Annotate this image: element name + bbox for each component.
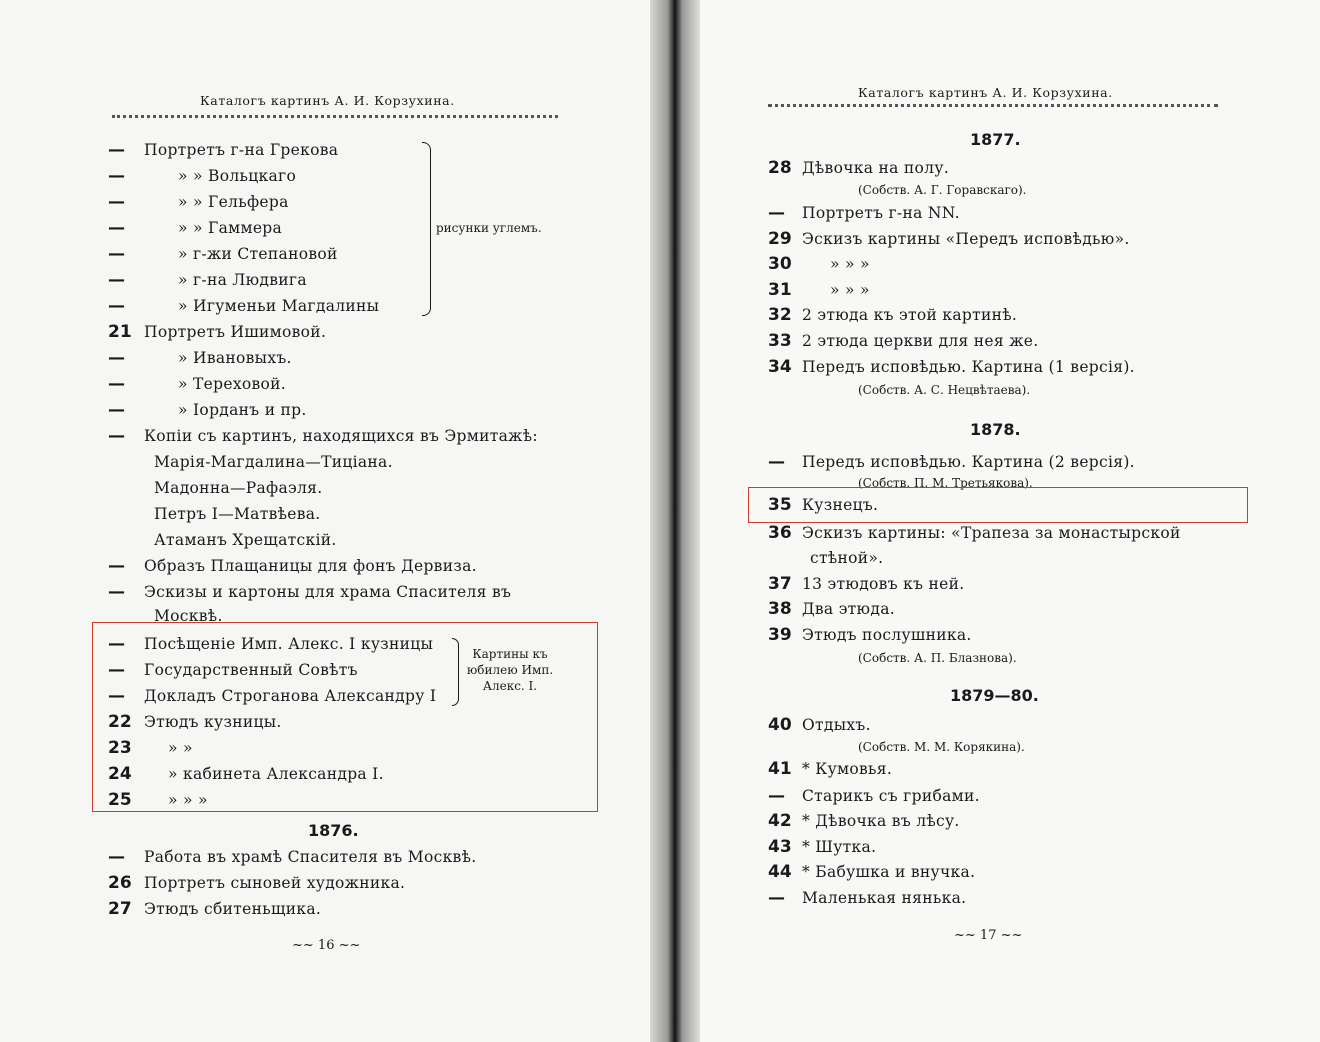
- entry-number: —: [768, 452, 785, 472]
- entry-number: 43: [768, 837, 792, 857]
- brace-note-charcoal: рисунки углемъ.: [436, 221, 542, 235]
- left-running-head: Каталогъ картинъ А. И. Корзухина.: [200, 93, 455, 108]
- entry-number: —: [108, 556, 125, 576]
- entry-text: » » »: [830, 281, 870, 299]
- entry-text: Передъ исповѣдью. Картина (2 версія).: [802, 453, 1135, 471]
- entry-text: » » Вольцкаго: [178, 167, 297, 185]
- entry-text: Отдыхъ.: [802, 716, 871, 734]
- entry-text: » г-жи Степановой: [178, 245, 338, 263]
- entry-text: Портретъ Ишимовой.: [144, 323, 327, 341]
- entry-number: —: [108, 847, 125, 867]
- entry-text: Этюдъ послушника.: [802, 626, 972, 644]
- entry-text: » Тереховой.: [178, 375, 287, 393]
- brace-jubilee: [452, 638, 459, 706]
- entry-number: —: [108, 296, 125, 316]
- entry-text: » » Гаммера: [178, 219, 283, 237]
- entry-text: Два этюда.: [802, 600, 895, 618]
- entry-number: 37: [768, 574, 792, 594]
- entry-number: 40: [768, 715, 792, 735]
- entry-number: —: [108, 270, 125, 290]
- entry-text: Работа въ храмѣ Спасителя въ Москвѣ.: [144, 848, 477, 866]
- entry-number: 26: [108, 873, 132, 893]
- entry-number: —: [108, 192, 125, 212]
- entry-number: —: [108, 400, 125, 420]
- entry-number: —: [768, 203, 785, 223]
- entry-number: 30: [768, 254, 792, 274]
- year-heading-1876: 1876.: [308, 821, 359, 840]
- entry-number: —: [768, 786, 785, 806]
- entry-text: Посѣщеніе Имп. Алекс. I кузницы: [144, 635, 434, 653]
- entry-number: —: [108, 660, 125, 680]
- owner-note: (Собств. А. Г. Горавскаго).: [858, 183, 1027, 197]
- entry-text: Копiи съ картинъ, находящихся въ Эрмитажѣ:: [144, 427, 538, 445]
- entry-text: » » »: [168, 791, 208, 809]
- brace-note-line: Картины къ: [472, 647, 548, 661]
- entry-text: 13 этюдовъ къ ней.: [802, 575, 965, 593]
- brace-note-line: юбилею Имп.: [466, 663, 554, 677]
- entry-text: Дѣвочка на полу.: [802, 159, 949, 177]
- left-page-number: ~~ 16 ~~: [292, 938, 361, 953]
- entry-text: » » Гельфера: [178, 193, 289, 211]
- owner-note: (Собств. А. С. Нецвѣтаева).: [858, 383, 1031, 397]
- entry-number: 38: [768, 599, 792, 619]
- entry-text: Москвѣ.: [154, 607, 223, 625]
- entry-number: —: [108, 140, 125, 160]
- entry-number: 21: [108, 322, 132, 342]
- entry-text: * Дѣвочка въ лѣсу.: [802, 812, 960, 830]
- entry-number: —: [768, 888, 785, 908]
- entry-text: Эскизы и картоны для храма Спасителя въ: [144, 583, 512, 601]
- entry-text: Образъ Плащаницы для фонъ Дервиза.: [144, 557, 477, 575]
- entry-number: 44: [768, 862, 792, 882]
- left-header-rule: [112, 115, 558, 118]
- entry-text: Этюдъ кузницы.: [144, 713, 282, 731]
- entry-text: Марія-Магдалина—Тиціана.: [154, 453, 393, 471]
- entry-text: Старикъ съ грибами.: [802, 787, 980, 805]
- entry-number: 27: [108, 899, 132, 919]
- entry-number: —: [108, 218, 125, 238]
- right-page-number: ~~ 17 ~~: [954, 928, 1023, 943]
- entry-number: —: [108, 244, 125, 264]
- entry-text: Докладъ Строганова Александру I: [144, 687, 437, 705]
- entry-number: 42: [768, 811, 792, 831]
- entry-number: 34: [768, 357, 792, 377]
- entry-text: 2 этюда къ этой картинѣ.: [802, 306, 1018, 324]
- entry-number: 39: [768, 625, 792, 645]
- entry-text: Государственный Совѣтъ: [144, 661, 358, 679]
- owner-note: (Собств. П. М. Третьякова).: [858, 476, 1033, 490]
- entry-number: 36: [768, 523, 792, 543]
- entry-text: стѣной».: [810, 549, 884, 567]
- year-heading-1877: 1877.: [970, 130, 1021, 149]
- year-heading-1878: 1878.: [970, 420, 1021, 439]
- entry-number: —: [108, 582, 125, 602]
- entry-number: 23: [108, 738, 132, 758]
- entry-text: * Кумовья.: [802, 760, 893, 778]
- entry-text: Кузнецъ.: [802, 496, 879, 514]
- left-page: [0, 0, 650, 1042]
- entry-text: Мадонна—Рафаэля.: [154, 479, 323, 497]
- entry-text: Портретъ сыновей художника.: [144, 874, 406, 892]
- entry-text: Маленькая нянька.: [802, 889, 967, 907]
- entry-number: —: [108, 426, 125, 446]
- entry-text: » Игуменьи Магдалины: [178, 297, 380, 315]
- entry-text: » »: [168, 739, 193, 757]
- right-page: [700, 0, 1320, 1042]
- entry-number: 33: [768, 331, 792, 351]
- entry-number: —: [108, 634, 125, 654]
- entry-number: 41: [768, 759, 792, 779]
- entry-text: Атаманъ Хрещатскій.: [154, 531, 337, 549]
- entry-number: 35: [768, 495, 792, 515]
- year-heading-1879: 1879—80.: [950, 686, 1039, 705]
- entry-number: 24: [108, 764, 132, 784]
- entry-text: Портретъ г-на Грекова: [144, 141, 339, 159]
- entry-text: » г-на Людвига: [178, 271, 307, 289]
- entry-number: 31: [768, 280, 792, 300]
- entry-number: —: [108, 166, 125, 186]
- entry-text: » Ивановыхъ.: [178, 349, 292, 367]
- entry-number: —: [108, 686, 125, 706]
- entry-text: Эскизъ картины «Передъ исповѣдью».: [802, 230, 1130, 248]
- entry-number: —: [108, 348, 125, 368]
- entry-text: 2 этюда церкви для нея же.: [802, 332, 1039, 350]
- entry-text: » кабинета Александра I.: [168, 765, 384, 783]
- entry-text: * Бабушка и внучка.: [802, 863, 976, 881]
- entry-number: 29: [768, 229, 792, 249]
- entry-number: 22: [108, 712, 132, 732]
- entry-number: 28: [768, 158, 792, 178]
- entry-text: Портретъ г-на NN.: [802, 204, 960, 222]
- entry-text: Петръ I—Матвѣева.: [154, 505, 321, 523]
- right-header-rule: [768, 104, 1218, 107]
- book-gutter: [650, 0, 700, 1042]
- brace-note-line: Алекс. I.: [482, 679, 538, 693]
- entry-text: » » »: [830, 255, 870, 273]
- entry-text: Этюдъ сбитеньщика.: [144, 900, 322, 918]
- entry-text: Передъ исповѣдью. Картина (1 версія).: [802, 358, 1135, 376]
- brace-note-jubilee: [462, 646, 558, 694]
- right-running-head: Каталогъ картинъ А. И. Корзухина.: [858, 85, 1113, 100]
- owner-note: (Собств. М. М. Корякина).: [858, 740, 1025, 754]
- owner-note: (Собств. А. П. Блазнова).: [858, 651, 1017, 665]
- entry-text: » Іорданъ и пр.: [178, 401, 307, 419]
- entry-text: Эскизъ картины: «Трапеза за монастырской: [802, 524, 1181, 542]
- entry-number: 32: [768, 305, 792, 325]
- entry-number: 25: [108, 790, 132, 810]
- entry-number: —: [108, 374, 125, 394]
- brace-charcoal-drawings: [422, 142, 431, 316]
- entry-text: * Шутка.: [802, 838, 877, 856]
